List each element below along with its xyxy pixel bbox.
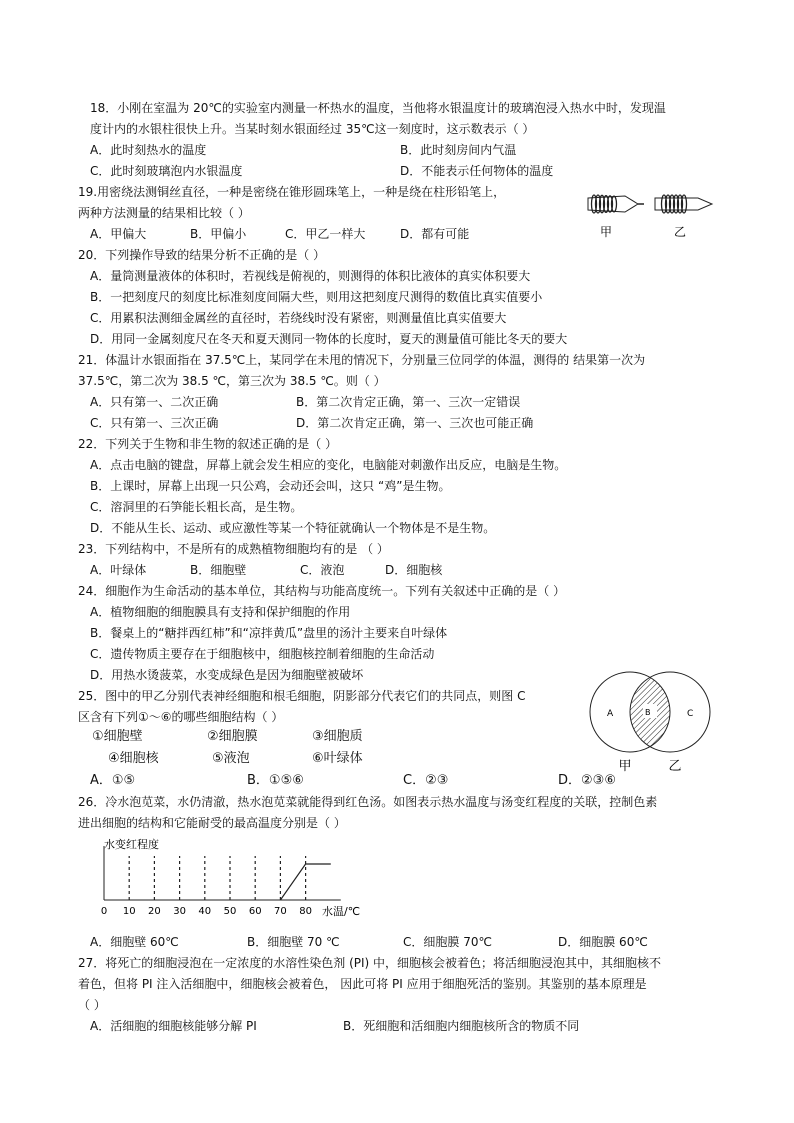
q25-item-3: ③细胞质 bbox=[312, 729, 363, 744]
q23-option-a: A．叶绿体 bbox=[90, 563, 147, 577]
q22-option-a: A．点击电脑的键盘，屏幕上就会发生相应的变化，电脑能对刺激作出反应，电脑是生物。 bbox=[90, 458, 567, 472]
q20-option-b: B．一把刻度尺的刻度比标准刻度间隔大些，则用这把刻度尺测得的数值比真实值要小 bbox=[90, 290, 543, 304]
q25-option-b: B．①⑤⑥ bbox=[247, 773, 304, 788]
chart-x-tick-label: 50 bbox=[223, 906, 237, 917]
chart-x-tick-label: 10 bbox=[122, 906, 136, 917]
q22-option-d: D．不能从生长、运动、或应激性等某一个特征就确认一个物体是不是生物。 bbox=[90, 521, 496, 535]
q25-stem-line1: 25．图中的甲乙分别代表神经细胞和根毛细胞，阴影部分代表它们的共同点，则图 C bbox=[78, 689, 526, 703]
venn-label-b: B bbox=[645, 708, 651, 717]
coil-on-cylinder-figure bbox=[655, 195, 712, 213]
q26-option-b: B．细胞壁 70 ℃ bbox=[247, 935, 340, 949]
q25-item-4: ④细胞核 bbox=[108, 751, 159, 766]
q18-option-d: D．不能表示任何物体的温度 bbox=[400, 164, 554, 178]
chart-x-tick-label: 20 bbox=[148, 906, 161, 917]
chart-x-tick-label: 0 bbox=[100, 906, 108, 917]
q25-option-d: D．②③⑥ bbox=[558, 773, 616, 788]
q20-option-a: A．量筒测量液体的体积时，若视线是俯视的，则测得的体积比液体的真实体积要大 bbox=[90, 269, 531, 283]
q23-stem: 23．下列结构中，不是所有的成熟植物细胞均有的是 （ ） bbox=[78, 542, 389, 556]
q26-stem-line2: 进出细胞的结构和它能耐受的最高温度分别是（ ） bbox=[78, 816, 346, 830]
q26-stem-line1: 26．冷水泡苋菜，水仍清澈，热水泡苋菜就能得到红色汤。如图表示热水温度与汤变红程度的关联，控制色素 bbox=[78, 795, 658, 809]
q21-option-d: D．第二次肯定正确，第一、三次也可能正确 bbox=[296, 416, 534, 430]
q21-option-b: B．第二次肯定正确，第一、三次一定错误 bbox=[296, 395, 521, 409]
q27-option-b: B．死细胞和活细胞内细胞核所含的物质不同 bbox=[343, 1019, 580, 1033]
chart-x-tick-label: 70 bbox=[274, 906, 287, 917]
venn-label-right: 乙 bbox=[668, 759, 682, 774]
q19-option-b: B．甲偏小 bbox=[190, 227, 247, 241]
q27-stem-line3: （ ） bbox=[78, 998, 106, 1012]
chart-ylabel: 水变红程度 bbox=[104, 838, 159, 851]
chart-xlabel: 水温/℃ bbox=[322, 905, 361, 918]
q25-option-c: C．②③ bbox=[403, 773, 449, 788]
q26-option-d: D．细胞膜 60℃ bbox=[558, 935, 648, 949]
q19-stem-line1: 19.用密绕法测铜丝直径，一种是密绕在锥形圆珠笔上，一种是绕在柱形铅笔上， bbox=[78, 185, 506, 199]
chart-x-tick-label: 80 bbox=[299, 906, 312, 917]
q19-option-a: A．甲偏大 bbox=[90, 227, 147, 241]
q24-option-a: A．植物细胞的细胞膜具有支持和保护细胞的作用 bbox=[90, 605, 351, 619]
q27-stem-line1: 27．将死亡的细胞浸泡在一定浓度的水溶性染色剂 (PI) 中，细胞核会被着色；将活细胞浸泡其中，其细胞核不 bbox=[78, 956, 662, 970]
q27-option-a: A．活细胞的细胞核能够分解 PI bbox=[90, 1019, 257, 1033]
q24-option-d: D．用热水烫菠菜，水变成绿色是因为细胞壁被破坏 bbox=[90, 668, 364, 682]
q23-option-d: D．细胞核 bbox=[385, 563, 443, 577]
q19-figure bbox=[580, 184, 715, 242]
q25-item-2: ②细胞膜 bbox=[207, 729, 258, 744]
q22-option-c: C．溶洞里的石笋能长粗长高，是生物。 bbox=[90, 500, 303, 514]
q22-option-b: B．上课时，屏幕上出现一只公鸡，会动还会叫，这只 “鸡”是生物。 bbox=[90, 479, 451, 493]
q18-stem-line2: 度计内的水银柱很快上升。当某时刻水银面经过 35℃这一刻度时，这示数表示（ ） bbox=[90, 122, 535, 136]
q19-option-d: D．都有可能 bbox=[400, 227, 470, 241]
q26-option-c: C．细胞膜 70℃ bbox=[403, 935, 492, 949]
q19-fig-label-a: 甲 bbox=[599, 225, 613, 239]
q24-option-c: C．遗传物质主要存在于细胞核中，细胞核控制着细胞的生命活动 bbox=[90, 647, 435, 661]
q18-option-b: B．此时刻房间内气温 bbox=[400, 143, 517, 157]
q25-item-5: ⑤液泡 bbox=[212, 751, 250, 766]
chart-x-tick-label: 60 bbox=[248, 906, 262, 917]
q21-option-a: A．只有第一、二次正确 bbox=[90, 395, 219, 409]
chart-x-tick-label: 40 bbox=[198, 906, 212, 917]
q18-option-c: C．此时刻玻璃泡内水银温度 bbox=[90, 164, 243, 178]
q27-stem-line2: 着色，但将 PI 注入活细胞中，细胞核会被着色， 因此可将 PI 应用于细胞死活的鉴别。其鉴别的基本原理是 bbox=[78, 977, 647, 991]
coil-on-cone-figure bbox=[588, 195, 644, 213]
q23-option-c: C．液泡 bbox=[300, 563, 345, 577]
q22-stem: 22．下列关于生物和非生物的叙述正确的是（ ） bbox=[78, 437, 338, 451]
q18-option-a: A．此时刻热水的温度 bbox=[90, 143, 207, 157]
q20-option-c: C．用累积法测细金属丝的直径时，若绕线时没有紧密，则测量值比真实值要大 bbox=[90, 311, 507, 325]
q21-stem-line2: 37.5℃，第二次为 38.5 ℃，第三次为 38.5 ℃。则（ ） bbox=[78, 374, 386, 388]
venn-label-left: 甲 bbox=[618, 759, 632, 774]
q19-stem-line2: 两种方法测量的结果相比较（ ） bbox=[78, 206, 250, 220]
chart-x-tick-label: 30 bbox=[173, 906, 186, 917]
q20-option-d: D．用同一金属刻度尺在冬天和夏天测同一物体的长度时，夏天的测量值可能比冬天的要大 bbox=[90, 332, 568, 346]
q21-stem-line1: 21．体温计水银面指在 37.5℃上，某同学在未甩的情况下，分别量三位同学的体温，测得的 结果第一次为 bbox=[78, 353, 646, 367]
q19-option-c: C．甲乙一样大 bbox=[285, 227, 366, 241]
q19-fig-label-b: 乙 bbox=[673, 225, 687, 239]
venn-label-c: C bbox=[687, 709, 694, 719]
q21-option-c: C．只有第一、三次正确 bbox=[90, 416, 219, 430]
q24-option-b: B．餐桌上的“糖拌西红柿”和“凉拌黄瓜”盘里的汤汁主要来自叶绿体 bbox=[90, 626, 448, 640]
q18-stem-line1: 18．小刚在室温为 20℃的实验室内测量一杯热水的温度，当他将水银温度计的玻璃泡浸入热水中时，发现温 bbox=[90, 101, 666, 115]
q25-stem-line2: 区含有下列①～⑥的哪些细胞结构（ ） bbox=[78, 710, 284, 724]
q24-stem: 24．细胞作为生命活动的基本单位，其结构与功能高度统一。下列有关叙述中正确的是（ ） bbox=[78, 584, 566, 598]
q20-stem: 20．下列操作导致的结果分析不正确的是（ ） bbox=[78, 248, 326, 262]
venn-diagram bbox=[585, 670, 720, 778]
temperature-redness-chart bbox=[90, 832, 380, 924]
q25-item-1: ①细胞壁 bbox=[92, 729, 143, 744]
q26-option-a: A．细胞壁 60℃ bbox=[90, 935, 179, 949]
q25-item-6: ⑥叶绿体 bbox=[312, 751, 363, 766]
q25-option-a: A．①⑤ bbox=[90, 773, 136, 788]
q23-option-b: B．细胞壁 bbox=[190, 563, 247, 577]
venn-label-a: A bbox=[607, 709, 614, 719]
